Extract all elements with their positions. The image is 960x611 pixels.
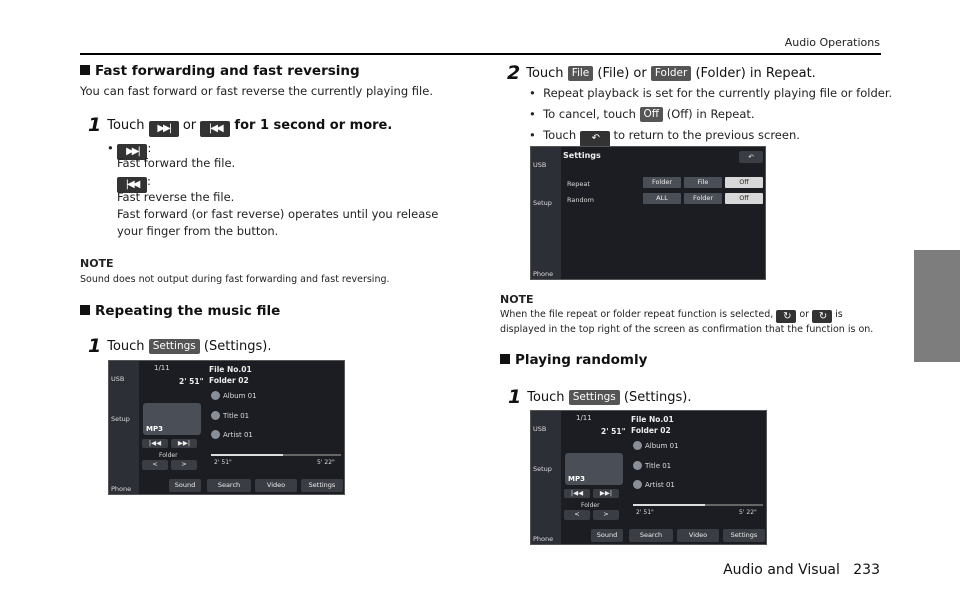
track-title: Title 01 <box>645 462 672 470</box>
usb-label: USB <box>533 425 547 433</box>
player-screen <box>108 360 345 495</box>
sound-button[interactable]: Sound <box>169 479 201 492</box>
album-icon <box>633 441 642 450</box>
page-header: Audio Operations <box>784 36 880 49</box>
mp3-badge: MP3 <box>568 475 585 483</box>
section-title-repeat: Repeating the music file <box>80 303 280 319</box>
next-folder-button[interactable]: > <box>593 510 619 520</box>
off-tag: Off <box>640 107 664 122</box>
file-number: File No.01 <box>631 415 674 424</box>
next-track-button[interactable]: ▶▶| <box>593 489 619 498</box>
step-1-random: 1 Touch Settings (Settings). <box>508 386 692 408</box>
page-number: 233 <box>853 562 880 578</box>
artist-name: Artist 01 <box>223 431 253 439</box>
fast-forward-icon: ▶▶| <box>149 121 179 137</box>
settings-tag: Settings <box>569 390 620 405</box>
footer-label: Audio and Visual <box>723 562 840 578</box>
note-line-1: When the file repeat or folder repeat function is selected, ↻ or ↻ is <box>500 309 843 322</box>
fr-desc: Fast reverse the file. <box>117 190 235 204</box>
settings-title: Settings <box>563 151 601 160</box>
section-intro: You can fast forward or fast reverse the currently playing file. <box>80 84 433 98</box>
folder-button-label: Folder <box>159 452 178 459</box>
progress-fill <box>211 454 283 456</box>
progress-fill <box>633 504 705 506</box>
usb-label: USB <box>111 375 125 383</box>
settings-screen <box>530 146 766 280</box>
artist-name: Artist 01 <box>645 481 675 489</box>
bullet-repeat-playback: • Repeat playback is set for the currently playing file or folder. <box>529 86 893 100</box>
side-bar <box>109 361 139 494</box>
play-time: 2' 51" <box>179 377 204 386</box>
step-1-repeat: 1 Touch Settings (Settings). <box>88 335 272 357</box>
bullet-cancel: • To cancel, touch Off (Off) in Repeat. <box>529 107 755 121</box>
next-folder-button[interactable]: > <box>171 460 197 470</box>
sound-button[interactable]: Sound <box>591 529 623 542</box>
video-button[interactable]: Video <box>677 529 719 542</box>
prev-track-button[interactable]: |◀◀ <box>564 489 590 498</box>
play-time: 2' 51" <box>601 427 626 436</box>
repeat-folder-indicator-icon: ↻ <box>812 310 832 323</box>
fr-item: |◀◀ : <box>117 173 151 193</box>
fast-forward-icon: ▶▶| <box>117 144 147 160</box>
mp3-badge: MP3 <box>146 425 163 433</box>
bullet-back: • Touch ↶ to return to the previous screen. <box>529 127 800 147</box>
hold-desc: Fast forward (or fast reverse) operates until you release your finger from the button. <box>117 207 439 238</box>
total-time: 5' 22" <box>317 459 335 466</box>
prev-folder-button[interactable]: < <box>142 460 168 470</box>
folder-button-label: Folder <box>581 502 600 509</box>
back-icon: ↶ <box>580 131 610 147</box>
folder-number: Folder 02 <box>209 376 249 385</box>
ff-desc: Fast forward the file. <box>117 156 236 170</box>
player-screen-2 <box>530 410 767 545</box>
note-text: Sound does not output during fast forwarding and fast reversing. <box>80 274 390 285</box>
note-label-right: NOTE <box>500 293 534 306</box>
phone-label: Phone <box>533 270 554 278</box>
note-label: NOTE <box>80 257 114 270</box>
random-off-option[interactable]: Off <box>725 193 763 204</box>
folder-number: Folder 02 <box>631 426 671 435</box>
note-line-2: displayed in the top right of the screen as confirmation that the function is on. <box>500 324 874 335</box>
elapsed-time: 2' 51" <box>214 459 232 466</box>
folder-tag: Folder <box>651 66 691 81</box>
random-label: Random <box>567 196 594 204</box>
prev-track-button[interactable]: |◀◀ <box>142 439 168 448</box>
artist-icon <box>211 430 220 439</box>
title-icon <box>211 411 220 420</box>
repeat-file-indicator-icon: ↻ <box>776 310 796 323</box>
repeat-label: Repeat <box>567 180 590 188</box>
settings-button[interactable]: Settings <box>301 479 343 492</box>
fast-reverse-icon: |◀◀ <box>117 177 147 193</box>
repeat-off-option[interactable]: Off <box>725 177 763 188</box>
repeat-file-option[interactable]: File <box>684 177 722 188</box>
total-time: 5' 22" <box>739 509 757 516</box>
side-bar <box>531 147 561 279</box>
setup-label: Setup <box>533 199 552 207</box>
fast-reverse-icon: |◀◀ <box>200 121 230 137</box>
setup-label: Setup <box>111 415 130 423</box>
repeat-folder-option[interactable]: Folder <box>643 177 681 188</box>
side-bar <box>531 411 561 544</box>
title-icon <box>633 461 642 470</box>
settings-button[interactable]: Settings <box>723 529 765 542</box>
settings-tag: Settings <box>149 339 200 354</box>
video-button[interactable]: Video <box>255 479 297 492</box>
prev-folder-button[interactable]: < <box>564 510 590 520</box>
random-folder-option[interactable]: Folder <box>684 193 722 204</box>
header-rule <box>80 53 881 55</box>
search-button[interactable]: Search <box>629 529 673 542</box>
file-tag: File <box>568 66 594 81</box>
album-art <box>143 403 201 435</box>
track-counter: 1/11 <box>576 414 592 422</box>
step-1-fast-forward: 1 Touch ▶▶| or |◀◀ for 1 second or more. <box>88 114 393 136</box>
step-2-repeat: 2 Touch File (File) or Folder (Folder) in Repeat. <box>507 62 816 84</box>
track-title: Title 01 <box>223 412 250 420</box>
phone-label: Phone <box>533 535 554 543</box>
phone-label: Phone <box>111 485 132 493</box>
search-button[interactable]: Search <box>207 479 251 492</box>
elapsed-time: 2' 51" <box>636 509 654 516</box>
section-title-fast-forward: Fast forwarding and fast reversing <box>80 63 360 79</box>
track-counter: 1/11 <box>154 364 170 372</box>
ff-item: • ▶▶| : <box>107 140 151 160</box>
album-art <box>565 453 623 485</box>
file-number: File No.01 <box>209 365 252 374</box>
page-footer <box>723 562 880 578</box>
album-name: Album 01 <box>223 392 257 400</box>
back-button[interactable]: ↶ <box>739 151 763 163</box>
chapter-tab <box>914 250 960 362</box>
album-name: Album 01 <box>645 442 679 450</box>
usb-label: USB <box>533 161 547 169</box>
artist-icon <box>633 480 642 489</box>
next-track-button[interactable]: ▶▶| <box>171 439 197 448</box>
random-all-option[interactable]: ALL <box>643 193 681 204</box>
album-icon <box>211 391 220 400</box>
section-title-random: Playing randomly <box>500 352 647 368</box>
setup-label: Setup <box>533 465 552 473</box>
